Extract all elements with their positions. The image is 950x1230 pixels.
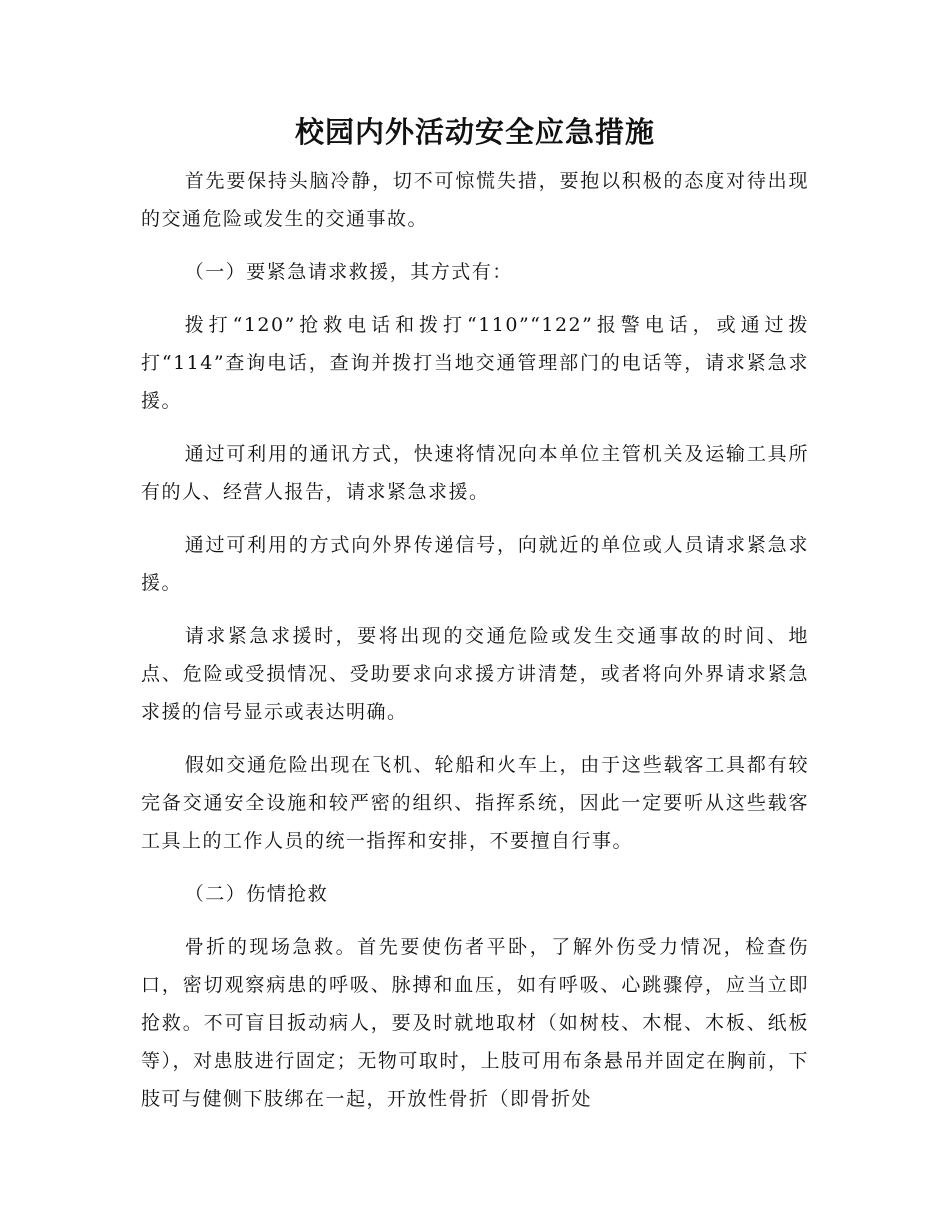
paragraph-report-unit: 通过可利用的通讯方式，快速将情况向本单位主管机关及运输工具所有的人、经营人报告，请求紧急求援。 xyxy=(141,443,809,503)
section-heading-injury-rescue: （二）伤情抢救 xyxy=(184,883,329,905)
paragraph-signal: 通过可利用的方式向外界传递信号，向就近的单位或人员请求紧急求援。 xyxy=(141,534,809,594)
paragraph-intro: 首先要保持头脑冷静，切不可惊慌失措，要抱以积极的态度对待出现的交通危险或发生的交通事故。 xyxy=(141,170,809,230)
paragraph-emergency-calls: 拨打“120”抢救电话和拨打“110”“122”报警电话，或通过拨打“114”查询电话，查询并拨打当地交通管理部门的电话等，请求紧急求援。 xyxy=(141,314,809,412)
paragraph-request-details: 请求紧急求援时，要将出现的交通危险或发生交通事故的时间、地点、危险或受损情况、受助要求向求援方讲清楚，或者将向外界请求紧急求援的信号显示或表达明确。 xyxy=(141,625,809,723)
document-title: 校园内外活动安全应急措施 xyxy=(294,115,655,149)
section-heading-rescue-request: （一）要紧急请求救援，其方式有： xyxy=(184,261,513,283)
document-body xyxy=(141,162,809,1133)
paragraph-fracture-aid: 骨折的现场急救。首先要使伤者平卧，了解外伤受力情况，检查伤口，密切观察病患的呼吸、脉搏和血压，如有呼吸、心跳骤停，应当立即抢救。不可盲目扳动病人，要及时就地取材（如树枝、木棍、木板、纸板等），对患肢进行固定；无物可取时，上肢可用布条悬吊并固定在胸前，下肢可与健侧下肢绑在一起，开放性骨折（即骨折处 xyxy=(141,936,809,1110)
paragraph-passenger-vehicles: 假如交通危险出现在飞机、轮船和火车上，由于这些载客工具都有较完备交通安全设施和较严密的组织、指挥系统，因此一定要听从这些载客工具上的工作人员的统一指挥和安排，不要擅自行事。 xyxy=(141,754,809,852)
